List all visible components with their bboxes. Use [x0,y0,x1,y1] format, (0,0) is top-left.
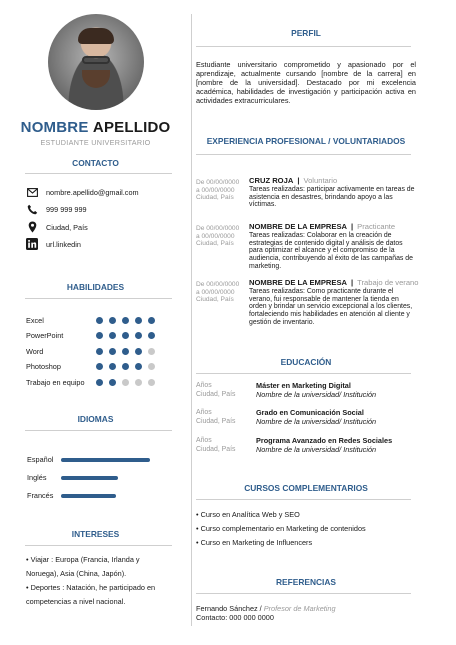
rating-dot-filled [96,379,103,386]
education-item [256,436,416,454]
experience-title: EXPERIENCIA PROFESIONAL / VOLUNTARIADOS [206,136,406,146]
contact-linkedin[interactable]: url.linkedin [46,239,81,249]
photo-hair [78,28,114,44]
rating-dot-filled [96,317,103,324]
experience-meta [196,281,244,304]
skills-title: HABILIDADES [66,282,125,292]
skill-row [26,346,186,356]
full-name [0,119,191,136]
rating-dot-filled [109,332,116,339]
experience-heading [249,177,416,185]
experience-item [249,223,416,271]
skill-label: Word [26,346,44,356]
experience-role: Voluntario [303,176,338,185]
experience-date-from: De 00/00/0000 [196,225,240,232]
contact-location-row [25,220,88,234]
reference-entry [196,604,416,622]
education-degree: Programa Avanzado en Redes Sociales [256,436,393,445]
education-university: Nombre de la universidad/ Institución [256,390,377,399]
photo-glasses [82,56,110,64]
education-meta [196,408,246,426]
reference-contact: Contacto: 000 000 0000 [196,613,274,622]
language-label: Francés [27,491,54,500]
references-rule [196,593,411,594]
left-column [0,0,191,645]
contact-phone[interactable]: 999 999 999 [46,204,87,214]
rating-dot-filled [122,332,129,339]
skill-label: Excel [26,315,44,325]
rating-dot-filled [122,363,129,370]
rating-dot-filled [135,332,142,339]
contact-phone-row[interactable] [25,202,87,216]
education-university: Nombre de la universidad/ Institución [256,417,377,426]
rating-dot-empty [148,348,155,355]
experience-description: Tareas realizadas: Colaborar en la creación de estrategias de contenido digital y análisis de datos para optimizar el alcance y el compromiso de la audiencia, contribuyendo al éxito de las campañas de marketing. [249,231,413,270]
reference-role: Profesor de Marketing [263,604,336,613]
language-level-bar [61,476,118,480]
photo-beard [82,70,110,88]
education-location: Ciudad, País [196,391,236,398]
experience-location: Ciudad, País [196,296,234,304]
experience-role: Practicante [357,222,396,231]
right-column [196,0,419,645]
reference-line [196,604,416,613]
education-degree: Máster en Marketing Digital [256,381,351,390]
profile-rule [196,46,411,47]
experience-date-to: a 00/00/0000 [196,288,235,296]
education-years: Años [196,437,212,444]
experience-company: NOMBRE DE LA EMPRESA [249,278,348,287]
courses-title: CURSOS COMPLEMENTARIOS [244,483,368,493]
reference-name: Fernando Sánchez / [196,604,262,613]
skill-rating [96,317,155,324]
experience-item [249,177,416,209]
languages-rule [25,430,172,431]
education-meta [196,381,246,399]
education-degree: Grado en Comunicación Social [256,408,364,417]
education-item [256,408,416,426]
education-years: Años [196,382,212,389]
references-title: REFERENCIAS [275,577,337,587]
rating-dot-filled [109,317,116,324]
contact-title: CONTACTO [72,158,119,168]
rating-dot-filled [135,317,142,324]
rating-dot-filled [148,332,155,339]
education-title: EDUCACIÓN [280,357,332,367]
languages-title: IDIOMAS [77,414,114,424]
experience-separator: | [351,278,354,287]
interests-list [26,553,186,609]
skills-rule [25,298,172,299]
last-name: APELLIDO [92,119,171,136]
interest-line: • Viajar : Europa (Francia, Irlanda y [26,555,140,564]
experience-description: Tareas realizadas: participar activamente en tareas de asistencia en desastres, brindando apoyo a las víctimas. [249,185,415,209]
skill-row [26,377,186,387]
course-item: • Curso en Analítica Web y SEO [196,510,300,519]
skill-row [26,362,186,372]
skill-rating [96,348,155,355]
experience-date-to: a 00/00/0000 [196,232,235,240]
language-label: Inglés [27,473,47,482]
interest-line: competencias a nivel nacional. [26,597,126,606]
experience-item [249,278,419,327]
education-rule [196,373,411,374]
experience-date-from: De 00/00/0000 [196,281,240,288]
experience-rule [196,154,411,155]
contact-email-row[interactable] [25,185,139,199]
interests-title: INTERESES [71,529,120,539]
interests-rule [25,545,172,546]
rating-dot-empty [148,363,155,370]
job-subtitle: ESTUDIANTE UNIVERSITARIO [40,138,151,147]
skill-row [26,315,186,325]
rating-dot-filled [109,348,116,355]
skill-row [26,331,186,341]
experience-date-to: a 00/00/0000 [196,186,235,194]
rating-dot-filled [96,363,103,370]
rating-dot-filled [148,317,155,324]
experience-separator: | [297,176,300,185]
courses-list [196,508,416,550]
education-meta [196,436,246,454]
contact-rule [25,173,172,174]
profile-photo [48,14,144,110]
course-item: • Curso en Marketing de Influencers [196,538,313,547]
skill-rating [96,332,155,339]
experience-role: Trabajo de verano [357,278,419,287]
course-item: • Curso complementario en Marketing de contenidos [196,524,366,533]
first-name: NOMBRE [20,119,89,136]
rating-dot-filled [135,348,142,355]
language-label: Español [27,455,54,464]
skill-label: PowerPoint [26,331,64,340]
experience-location: Ciudad, País [196,194,234,202]
rating-dot-filled [109,379,116,386]
location-pin-icon [25,220,39,234]
education-university: Nombre de la universidad/ Institución [256,445,377,454]
skill-rating [96,379,155,386]
experience-separator: | [351,222,354,231]
rating-dot-filled [122,317,129,324]
rating-dot-empty [122,379,129,386]
rating-dot-empty [148,379,155,386]
experience-location: Ciudad, País [196,240,234,248]
column-divider [191,14,192,626]
rating-dot-filled [122,348,129,355]
experience-date-from: De 00/00/0000 [196,179,240,186]
contact-linkedin-row[interactable] [25,237,81,251]
education-item [256,381,416,399]
phone-icon [25,202,39,216]
skill-label: Trabajo en equipo [26,377,85,387]
experience-heading [249,278,419,287]
experience-company: CRUZ ROJA [249,176,294,185]
contact-email[interactable]: nombre.apellido@gmail.com [46,187,139,197]
experience-heading [249,223,416,231]
experience-meta [196,225,244,248]
rating-dot-filled [135,363,142,370]
education-location: Ciudad, País [196,446,236,453]
contact-location: Ciudad, País [46,222,88,232]
experience-company: NOMBRE DE LA EMPRESA [249,222,348,231]
education-location: Ciudad, País [196,418,236,425]
rating-dot-filled [96,348,103,355]
education-years: Años [196,409,212,416]
experience-description: Tareas realizadas: Como practicante durante el verano, fui responsable de mantener la tienda en orden y brindar un servicio excepcional a los clientes, fortaleciendo mis habilidades en atención al cliente y gestión de inventario. [249,287,413,326]
profile-text: Estudiante universitario comprometido y apasionado por el aprendizaje, actualmente cursando [nombre de la carrera] en [nombre de la universidad]. Destacado por mi excelencia académica, habilidades de investigación y participación activa en actividades extracurriculares. [196,60,416,105]
experience-meta [196,179,244,202]
interest-line: Noruega), Asia (China, Japón). [26,569,127,578]
interest-line: • Deportes : Natación, he participado en [26,583,156,592]
rating-dot-filled [96,332,103,339]
language-level-bar [61,494,116,498]
linkedin-icon [25,237,39,251]
language-level-bar [61,458,150,462]
skill-label: Photoshop [26,362,61,371]
rating-dot-empty [135,379,142,386]
courses-rule [196,499,411,500]
envelope-icon [25,185,39,199]
profile-title: PERFIL [291,28,321,38]
rating-dot-filled [109,363,116,370]
skill-rating [96,363,155,370]
